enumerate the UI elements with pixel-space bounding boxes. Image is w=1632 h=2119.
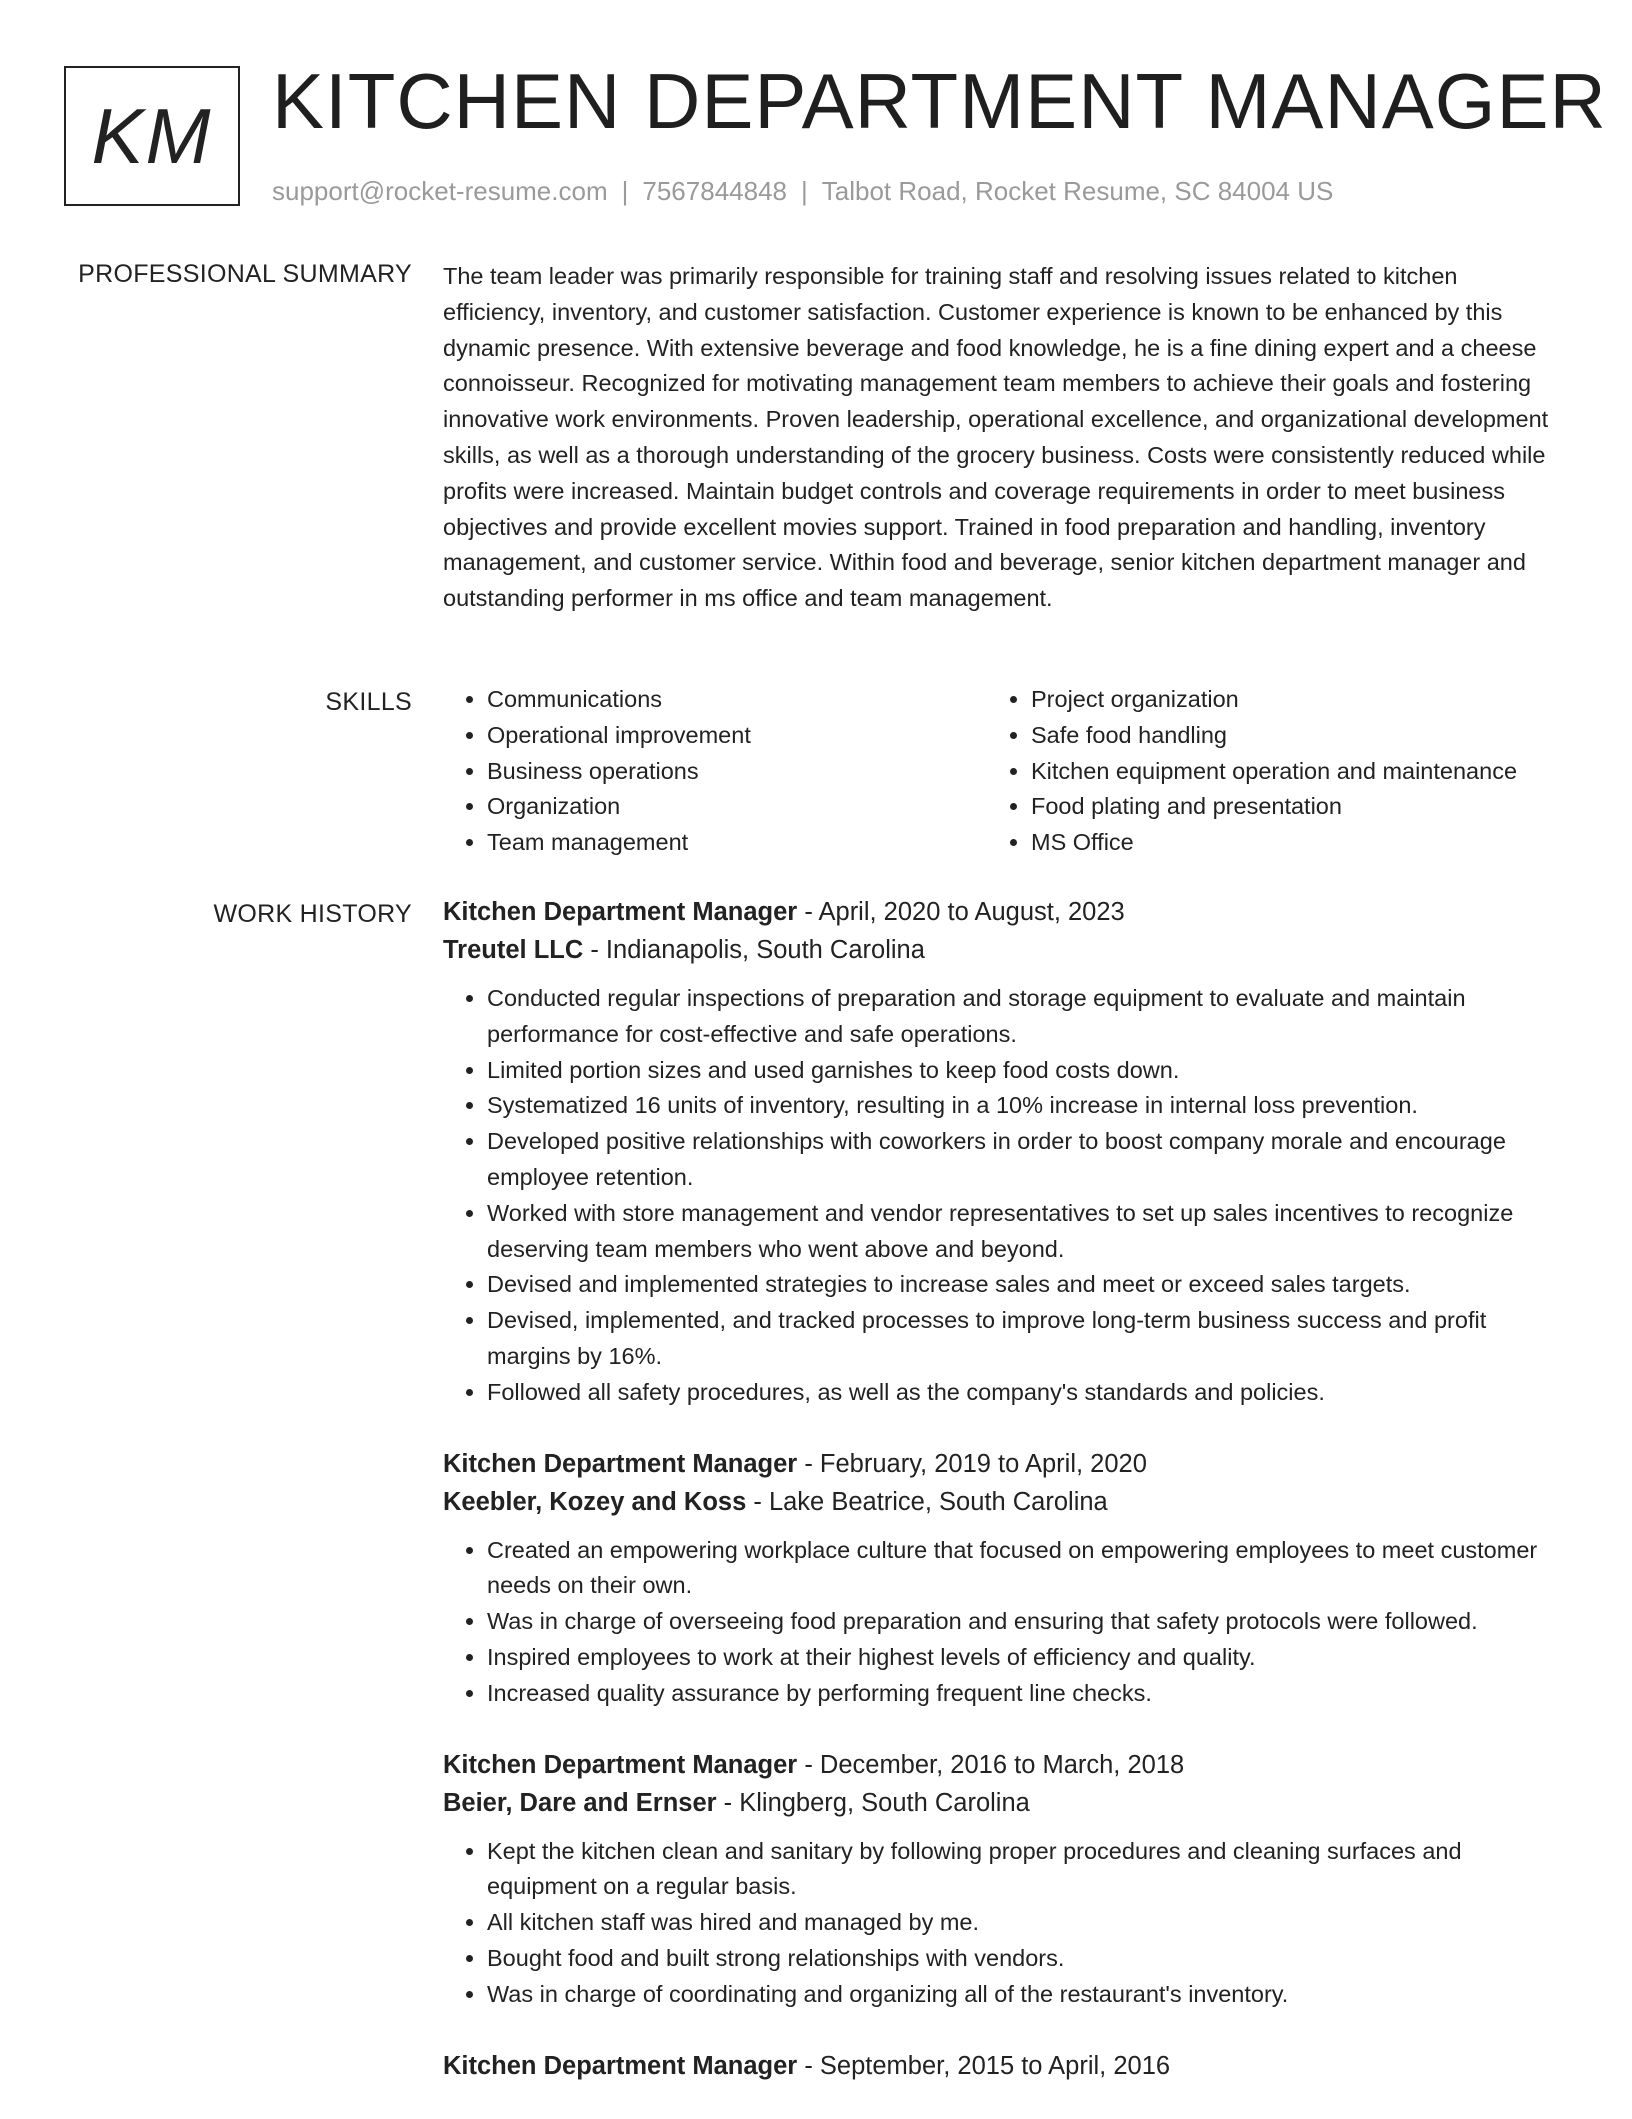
skill-item: • Kitchen equipment operation and maintenance [1031, 754, 1517, 790]
skill-item: • Safe food handling [1031, 718, 1517, 754]
job-bullet: • Increased quality assurance by performing frequent line checks. [487, 1676, 1563, 1712]
job-bullet: • Bought food and built strong relationships with vendors. [487, 1941, 1563, 1977]
job-bullet: • Devised and implemented strategies to increase sales and meet or exceed sales targets. [487, 1267, 1563, 1303]
job-dates: - December, 2016 to March, 2018 [797, 1750, 1185, 1779]
job-title-line [443, 2047, 1563, 2085]
work-history-section [443, 893, 1563, 2119]
job-dates: - February, 2019 to April, 2020 [797, 1449, 1147, 1478]
job-bullet: • Conducted regular inspections of preparation and storage equipment to evaluate and maintain performance for cost-effective and safe operations. [487, 981, 1563, 1053]
job-company: Treutel LLC [443, 936, 584, 964]
job-bullet: • Created an empowering workplace culture that focused on empowering employees to meet customer needs on their own. [487, 1533, 1563, 1605]
monogram-initials: KM [91, 91, 213, 180]
job-company-line [443, 1784, 1563, 1822]
contact-address: Talbot Road, Rocket Resume, SC 84004 US [821, 176, 1334, 206]
summary-text: The team leader was primarily responsible for training staff and resolving issues related to kitchen efficiency, inventory, and customer satisfaction. Customer experience is known to be enhanced by this dynamic presence. With extensive beverage and food knowledge, he is a fine dining expert and a cheese connoisseur. Recognized for motivating management team members to achieve their goals and fostering innovative work environments. Proven leadership, operational excellence, and organizational development skills, as well as a thorough understanding of the grocery business. Costs were consistently reduced while profits were increased. Maintain budget controls and coverage requirements in order to meet business objectives and provide excellent movies support. Trained in food preparation and handling, inventory management, and customer service. Within food and beverage, senior kitchen department manager and outstanding performer in ms office and team management. [443, 263, 1549, 612]
job-company: Beier, Dare and Ernser [443, 1788, 717, 1817]
job-bullet: • Systematized 16 units of inventory, resulting in a 10% increase in internal loss prevention. [487, 1088, 1563, 1124]
job-bullet: • Was in charge of overseeing food preparation and ensuring that safety protocols were followed. [487, 1604, 1563, 1640]
skill-item: • Food plating and presentation [1031, 789, 1517, 825]
contact-separator: | [621, 176, 629, 206]
job-entry [443, 1746, 1563, 2013]
contact-email[interactable]: support@rocket-resume.com [272, 176, 608, 206]
job-company: Keebler, Kozey and Koss [443, 1487, 747, 1516]
job-entry [443, 893, 1563, 1411]
job-company-line [443, 1483, 1563, 1521]
skills-heading: SKILLS [325, 688, 412, 716]
skill-item: • Project organization [1031, 682, 1517, 718]
job-bullet: • Worked with store management and vendor representatives to set up sales incentives to recognize deserving team members who went above and beyond. [487, 1196, 1563, 1268]
job-title: Kitchen Department Manager [443, 1449, 798, 1478]
job-bullet: • Inspired employees to work at their highest levels of efficiency and quality. [487, 1640, 1563, 1676]
contact-separator: | [801, 176, 808, 206]
job-bullet: • All kitchen staff was hired and managed by me. [487, 1905, 1563, 1941]
job-entry [443, 1445, 1563, 1712]
skill-item: • Team management [487, 825, 987, 861]
skill-item: • Operational improvement [487, 718, 987, 754]
job-company-line [443, 931, 1563, 969]
monogram-logo [64, 66, 240, 206]
resume-title: KITCHEN DEPARTMENT MANAGER [272, 57, 1607, 145]
job-bullets [443, 1834, 1563, 2013]
job-title-line [443, 893, 1563, 931]
job-title: Kitchen Department Manager [443, 898, 798, 926]
job-location: - Klingberg, South Carolina [716, 1788, 1030, 1817]
job-bullet: • Developed positive relationships with coworkers in order to boost company morale and encourage employee retention. [487, 1124, 1563, 1196]
skills-list-right [987, 682, 1517, 861]
job-location: - Indianapolis, South Carolina [583, 936, 925, 964]
summary-heading: PROFESSIONAL SUMMARY [78, 260, 412, 288]
work-history-heading: WORK HISTORY [213, 900, 412, 928]
job-bullets [443, 981, 1563, 1411]
job-bullet: • Devised, implemented, and tracked processes to improve long-term business success and profit margins by 16%. [487, 1303, 1563, 1375]
skill-item: • Communications [487, 682, 987, 718]
job-dates: - September, 2015 to April, 2016 [797, 2051, 1171, 2080]
job-title-line [443, 1746, 1563, 1784]
job-title: Kitchen Department Manager [443, 1750, 798, 1779]
job-dates: - April, 2020 to August, 2023 [797, 898, 1125, 926]
job-bullet: • Followed all safety procedures, as well as the company's standards and policies. [487, 1375, 1563, 1411]
job-bullets [443, 1533, 1563, 1712]
skills-list-left [443, 682, 987, 861]
job-entry [443, 2047, 1563, 2085]
skill-item: • Organization [487, 789, 987, 825]
job-bullet: • Limited portion sizes and used garnishes to keep food costs down. [487, 1053, 1563, 1089]
job-location: - Lake Beatrice, South Carolina [746, 1487, 1108, 1516]
job-bullet: • Kept the kitchen clean and sanitary by following proper procedures and cleaning surfaces and equipment on a regular basis. [487, 1834, 1563, 1906]
summary-section [443, 259, 1563, 617]
job-title-line [443, 1445, 1563, 1483]
skill-item: • Business operations [487, 754, 987, 790]
skills-section [443, 682, 1563, 861]
job-bullet: • Was in charge of coordinating and organizing all of the restaurant's inventory. [487, 1977, 1563, 2013]
contact-phone[interactable]: 7567844848 [642, 176, 787, 206]
contact-line [272, 176, 1333, 207]
skill-item: • MS Office [1031, 825, 1517, 861]
job-title: Kitchen Department Manager [443, 2051, 798, 2080]
